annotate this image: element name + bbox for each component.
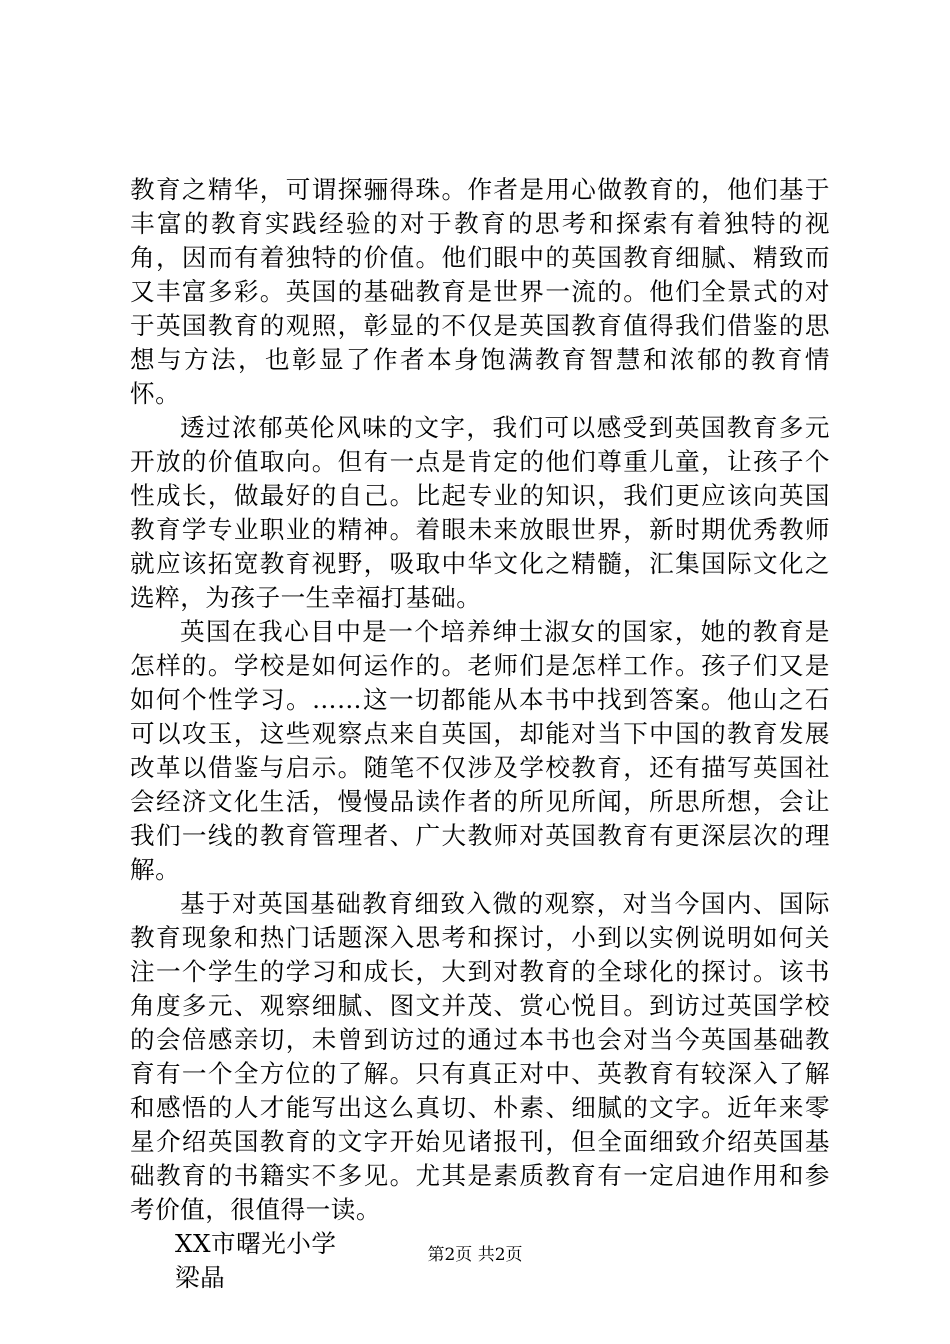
paragraph-3: 英国在我心目中是一个培养绅士淑女的国家，她的教育是怎样的。学校是如何运作的。老师们是怎样工作。孩子们又是如何个性学习。……这一切都能从本书中找到答案。他山之石可以攻玉，这些观察点来自英国，却能对当下中国的教育发展改革以借鉴与启示。随笔不仅涉及学校教育，还有描写英国社会经济文化生活，慢慢品读作者的所见所闻，所思所想，会让我们一线的教育管理者、广大教师对英国教育有更深层次的理解。 <box>130 617 830 884</box>
paragraph-1: 教育之精华，可谓探骊得珠。作者是用心做教育的，他们基于丰富的教育实践经验的对于教育的思考和探索有着独特的视角，因而有着独特的价值。他们眼中的英国教育细腻、精致而又丰富多彩。英国的基础教育是世界一流的。他们全景式的对于英国教育的观照，彰显的不仅是英国教育值得我们借鉴的思想与方法，也彰显了作者本身饱满教育智慧和浓郁的教育情怀。 <box>130 175 830 408</box>
paragraph-2: 透过浓郁英伦风味的文字，我们可以感受到英国教育多元开放的价值取向。但有一点是肯定的他们尊重儿童，让孩子个性成长，做最好的自己。比起专业的知识，我们更应该向英国教育学专业职业的精神。着眼未来放眼世界，新时期优秀教师就应该拓宽教育视野，吸取中华文化之精髓，汇集国际文化之选粹，为孩子一生幸福打基础。 <box>130 413 830 612</box>
signature-school: XX市曙光小学 <box>175 1229 337 1258</box>
signature-name: 梁晶 <box>175 1263 226 1292</box>
paragraph-4: 基于对英国基础教育细致入微的观察，对当今国内、国际教育现象和热门话题深入思考和探讨，小到以实例说明如何关注一个学生的学习和成长，大到对教育的全球化的探讨。该书角度多元、观察细腻、图文并茂、赏心悦目。到访过英国学校的会倍感亲切，未曾到访过的通过本书也会对当今英国基础教育有一个全方位的了解。只有真正对中、英教育有较深入了解和感悟的人才能写出这么真切、朴素、细腻的文字。近年来零星介绍英国教育的文字开始见诸报刊，但全面细致介绍英国基础教育的书籍实不多见。尤其是素质教育有一定启迪作用和参考价值，很值得一读。 <box>130 889 830 1224</box>
page-footer: 第2页 共2页 <box>427 1245 523 1265</box>
document-body <box>130 173 830 1295</box>
